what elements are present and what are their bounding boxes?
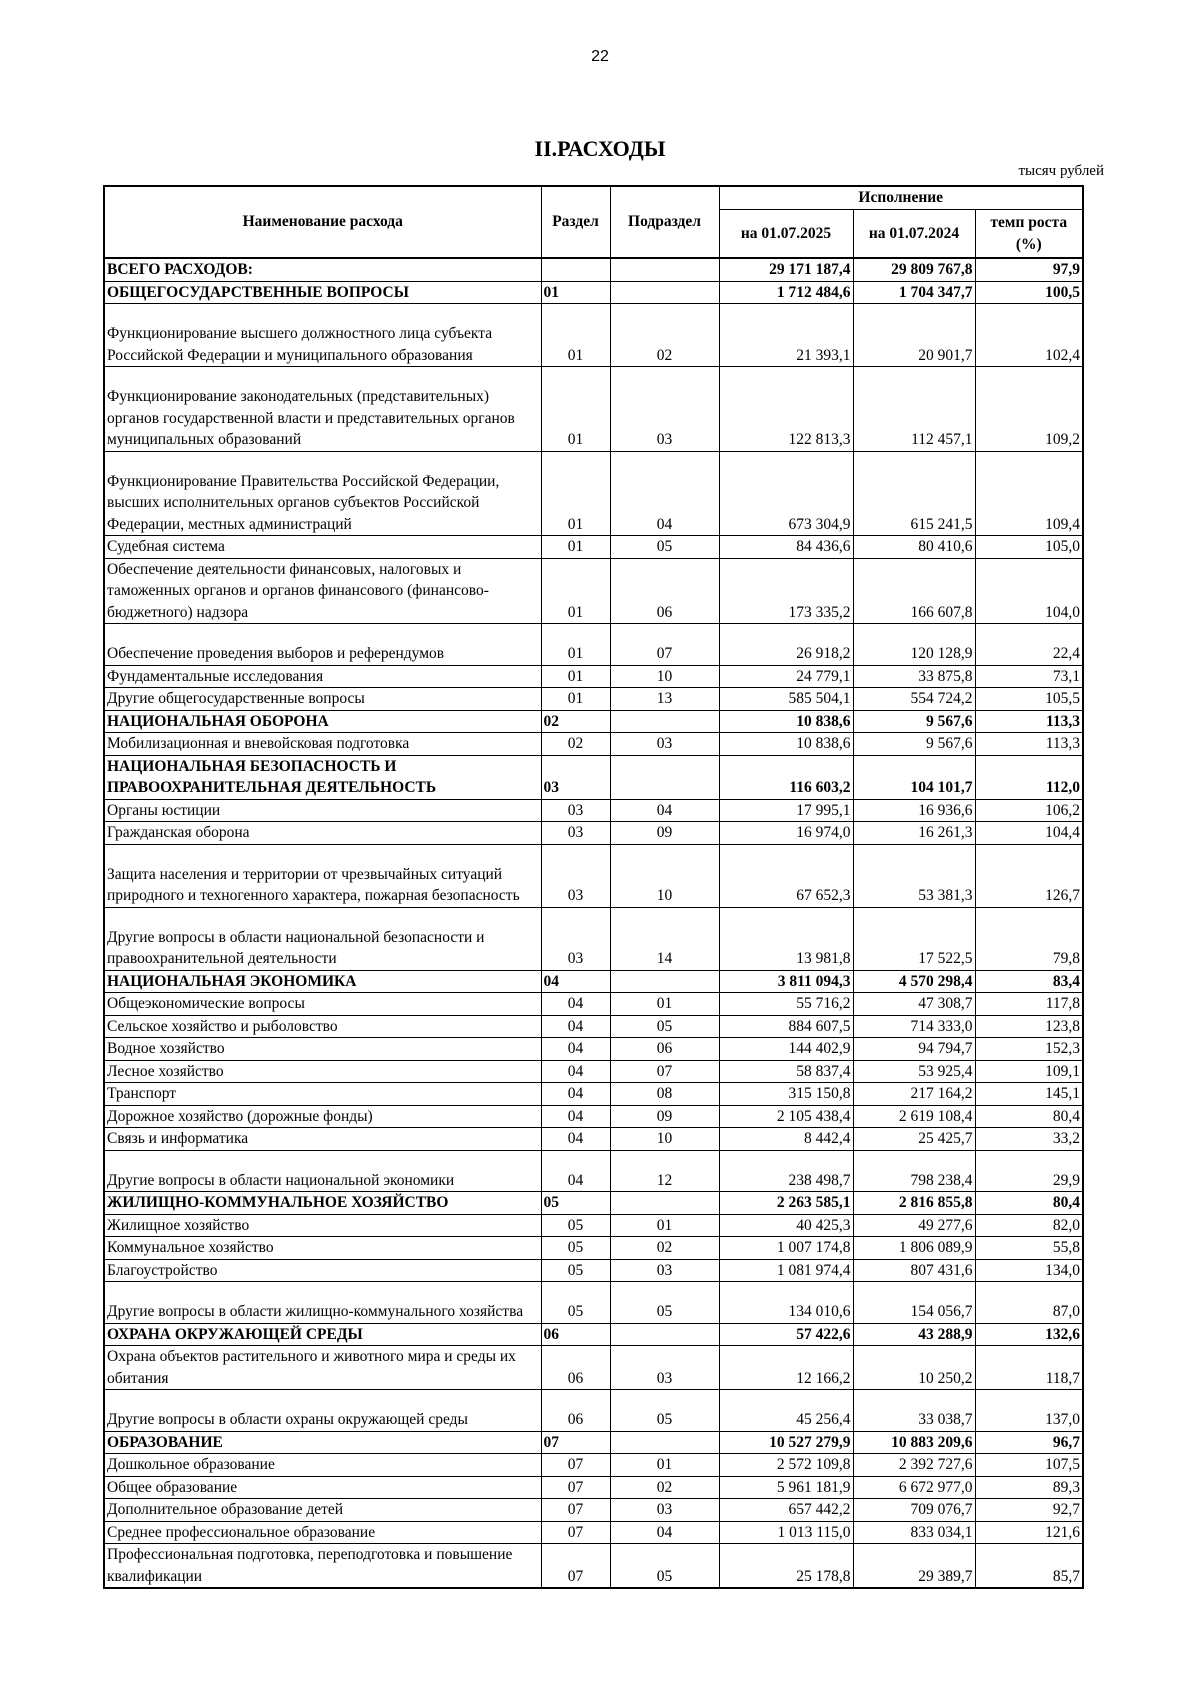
subsection-code-cell: 05	[610, 1544, 719, 1589]
value-2024-cell: 807 431,6	[853, 1259, 975, 1282]
expense-name-cell: ЖИЛИЩНО-КОММУНАЛЬНОЕ ХОЗЯЙСТВО	[104, 1192, 541, 1215]
page-title: II.РАСХОДЫ	[534, 136, 666, 161]
section-code-cell: 05	[541, 1192, 610, 1215]
subsection-code-cell: 02	[610, 304, 719, 367]
expense-name-cell: Мобилизационная и вневойсковая подготовка	[104, 733, 541, 756]
value-2024-cell: 47 308,7	[853, 993, 975, 1016]
value-2025-cell: 238 498,7	[719, 1150, 853, 1192]
value-2024-cell: 94 794,7	[853, 1038, 975, 1061]
subsection-code-cell: 05	[610, 536, 719, 559]
subsection-code-cell: 09	[610, 822, 719, 845]
growth-rate-cell: 102,4	[975, 304, 1083, 367]
subsection-code-cell: 10	[610, 844, 719, 907]
header-subsection: Подраздел	[610, 186, 719, 258]
section-code-cell: 03	[541, 755, 610, 799]
header-date-2024: на 01.07.2024	[853, 210, 975, 259]
table-row	[104, 536, 1083, 559]
growth-rate-cell: 137,0	[975, 1390, 1083, 1432]
subsection-code-cell: 05	[610, 1015, 719, 1038]
subsection-code-cell: 04	[610, 799, 719, 822]
expense-name-cell: Благоустройство	[104, 1259, 541, 1282]
subsection-code-cell	[610, 1431, 719, 1454]
value-2025-cell: 5 961 181,9	[719, 1476, 853, 1499]
value-2025-cell: 8 442,4	[719, 1128, 853, 1151]
expense-name-cell: НАЦИОНАЛЬНАЯ ОБОРОНА	[104, 710, 541, 733]
growth-rate-cell: 123,8	[975, 1015, 1083, 1038]
expense-name-cell: НАЦИОНАЛЬНАЯ БЕЗОПАСНОСТЬ И ПРАВООХРАНИТЕЛЬНАЯ ДЕЯТЕЛЬНОСТЬ	[104, 755, 541, 799]
growth-rate-cell: 145,1	[975, 1083, 1083, 1106]
units-label: тысяч рублей	[1018, 163, 1104, 179]
expense-name-cell: Судебная система	[104, 536, 541, 559]
expense-name-cell: Общее образование	[104, 1476, 541, 1499]
growth-rate-cell: 87,0	[975, 1282, 1083, 1324]
growth-rate-cell: 29,9	[975, 1150, 1083, 1192]
table-row	[104, 451, 1083, 536]
value-2025-cell: 21 393,1	[719, 304, 853, 367]
value-2025-cell: 1 007 174,8	[719, 1237, 853, 1260]
table-row	[104, 799, 1083, 822]
expense-name-cell: Органы юстиции	[104, 799, 541, 822]
growth-rate-cell: 104,0	[975, 558, 1083, 624]
growth-rate-cell: 92,7	[975, 1499, 1083, 1522]
table-row	[104, 1038, 1083, 1061]
section-row	[104, 281, 1083, 304]
expense-name-cell: Гражданская оборона	[104, 822, 541, 845]
value-2024-cell: 10 250,2	[853, 1346, 975, 1390]
expense-name-cell: ВСЕГО РАСХОДОВ:	[104, 258, 541, 281]
table-row	[104, 1476, 1083, 1499]
value-2024-cell: 9 567,6	[853, 733, 975, 756]
table-row	[104, 993, 1083, 1016]
value-2025-cell: 1 081 974,4	[719, 1259, 853, 1282]
section-code-cell: 04	[541, 1128, 610, 1151]
expense-name-cell: Сельское хозяйство и рыболовство	[104, 1015, 541, 1038]
value-2024-cell: 4 570 298,4	[853, 970, 975, 993]
expense-name-cell: Другие вопросы в области национальной безопасности и правоохранительной деятельности	[104, 907, 541, 970]
subsection-code-cell: 03	[610, 1259, 719, 1282]
page-number: 22	[591, 48, 609, 65]
subsection-code-cell: 08	[610, 1083, 719, 1106]
section-code-cell: 01	[541, 624, 610, 666]
table-row	[104, 1237, 1083, 1260]
section-code-cell: 05	[541, 1214, 610, 1237]
subsection-code-cell: 04	[610, 451, 719, 536]
subsection-code-cell	[610, 1323, 719, 1346]
value-2024-cell: 1 704 347,7	[853, 281, 975, 304]
subsection-code-cell: 07	[610, 1060, 719, 1083]
table-row	[104, 304, 1083, 367]
value-2024-cell: 53 381,3	[853, 844, 975, 907]
growth-rate-cell: 85,7	[975, 1544, 1083, 1589]
value-2025-cell: 315 150,8	[719, 1083, 853, 1106]
section-code-cell: 07	[541, 1431, 610, 1454]
value-2025-cell: 2 263 585,1	[719, 1192, 853, 1215]
value-2025-cell: 1 013 115,0	[719, 1521, 853, 1544]
section-code-cell: 04	[541, 993, 610, 1016]
header-date-2025: на 01.07.2025	[719, 210, 853, 259]
expense-name-cell: ОБЩЕГОСУДАРСТВЕННЫЕ ВОПРОСЫ	[104, 281, 541, 304]
value-2025-cell: 2 572 109,8	[719, 1454, 853, 1477]
value-2025-cell: 3 811 094,3	[719, 970, 853, 993]
table-row	[104, 1521, 1083, 1544]
value-2024-cell: 798 238,4	[853, 1150, 975, 1192]
value-2024-cell: 80 410,6	[853, 536, 975, 559]
growth-rate-cell: 73,1	[975, 665, 1083, 688]
subsection-code-cell: 10	[610, 665, 719, 688]
section-code-cell: 06	[541, 1346, 610, 1390]
value-2024-cell: 49 277,6	[853, 1214, 975, 1237]
table-row	[104, 1214, 1083, 1237]
value-2025-cell: 10 838,6	[719, 733, 853, 756]
value-2025-cell: 67 652,3	[719, 844, 853, 907]
table-row	[104, 733, 1083, 756]
section-code-cell: 04	[541, 1015, 610, 1038]
expense-name-cell: Охрана объектов растительного и животного мира и среды их обитания	[104, 1346, 541, 1390]
section-code-cell: 07	[541, 1521, 610, 1544]
value-2024-cell: 33 038,7	[853, 1390, 975, 1432]
table-row	[104, 1060, 1083, 1083]
growth-rate-cell: 100,5	[975, 281, 1083, 304]
subsection-code-cell: 03	[610, 733, 719, 756]
section-code-cell: 05	[541, 1282, 610, 1324]
growth-rate-cell: 117,8	[975, 993, 1083, 1016]
table-row	[104, 1083, 1083, 1106]
subsection-code-cell: 09	[610, 1105, 719, 1128]
value-2025-cell: 25 178,8	[719, 1544, 853, 1589]
growth-rate-cell: 80,4	[975, 1105, 1083, 1128]
value-2025-cell: 17 995,1	[719, 799, 853, 822]
value-2024-cell: 10 883 209,6	[853, 1431, 975, 1454]
value-2024-cell: 33 875,8	[853, 665, 975, 688]
value-2025-cell: 657 442,2	[719, 1499, 853, 1522]
table-row	[104, 624, 1083, 666]
value-2024-cell: 166 607,8	[853, 558, 975, 624]
expense-name-cell: ОХРАНА ОКРУЖАЮЩЕЙ СРЕДЫ	[104, 1323, 541, 1346]
subsection-code-cell: 01	[610, 1214, 719, 1237]
value-2025-cell: 10 838,6	[719, 710, 853, 733]
growth-rate-cell: 55,8	[975, 1237, 1083, 1260]
section-code-cell: 04	[541, 1038, 610, 1061]
total-row	[104, 258, 1083, 281]
value-2024-cell: 6 672 977,0	[853, 1476, 975, 1499]
value-2025-cell: 24 779,1	[719, 665, 853, 688]
expense-name-cell: Функционирование высшего должностного лица субъекта Российской Федерации и муниципального образования	[104, 304, 541, 367]
value-2025-cell: 884 607,5	[719, 1015, 853, 1038]
expense-name-cell: Коммунальное хозяйство	[104, 1237, 541, 1260]
expenses-table	[103, 185, 1084, 1589]
value-2025-cell: 13 981,8	[719, 907, 853, 970]
growth-rate-cell: 126,7	[975, 844, 1083, 907]
subsection-code-cell: 05	[610, 1282, 719, 1324]
expense-name-cell: Транспорт	[104, 1083, 541, 1106]
growth-rate-cell: 79,8	[975, 907, 1083, 970]
subsection-code-cell: 05	[610, 1390, 719, 1432]
subsection-code-cell: 02	[610, 1237, 719, 1260]
table-row	[104, 1128, 1083, 1151]
value-2025-cell: 134 010,6	[719, 1282, 853, 1324]
subsection-code-cell: 03	[610, 1346, 719, 1390]
section-code-cell: 07	[541, 1476, 610, 1499]
value-2024-cell: 615 241,5	[853, 451, 975, 536]
expense-name-cell: Другие вопросы в области жилищно-коммунального хозяйства	[104, 1282, 541, 1324]
value-2025-cell: 26 918,2	[719, 624, 853, 666]
expense-name-cell: Жилищное хозяйство	[104, 1214, 541, 1237]
growth-rate-cell: 121,6	[975, 1521, 1083, 1544]
value-2024-cell: 9 567,6	[853, 710, 975, 733]
section-code-cell: 01	[541, 536, 610, 559]
value-2024-cell: 554 724,2	[853, 688, 975, 711]
section-row	[104, 1431, 1083, 1454]
value-2025-cell: 57 422,6	[719, 1323, 853, 1346]
table-row	[104, 665, 1083, 688]
value-2025-cell: 84 436,6	[719, 536, 853, 559]
value-2025-cell: 144 402,9	[719, 1038, 853, 1061]
value-2024-cell: 16 936,6	[853, 799, 975, 822]
growth-rate-cell: 109,1	[975, 1060, 1083, 1083]
section-code-cell: 03	[541, 799, 610, 822]
section-code-cell: 04	[541, 1150, 610, 1192]
value-2024-cell: 16 261,3	[853, 822, 975, 845]
growth-rate-cell: 118,7	[975, 1346, 1083, 1390]
growth-rate-cell: 113,3	[975, 733, 1083, 756]
table-row	[104, 1282, 1083, 1324]
value-2024-cell: 833 034,1	[853, 1521, 975, 1544]
value-2024-cell: 25 425,7	[853, 1128, 975, 1151]
value-2024-cell: 29 809 767,8	[853, 258, 975, 281]
section-code-cell: 07	[541, 1454, 610, 1477]
subsection-code-cell: 03	[610, 367, 719, 452]
growth-rate-cell: 109,2	[975, 367, 1083, 452]
subsection-code-cell	[610, 755, 719, 799]
subsection-code-cell	[610, 710, 719, 733]
header-section: Раздел	[541, 186, 610, 258]
subsection-code-cell: 02	[610, 1476, 719, 1499]
subsection-code-cell: 01	[610, 993, 719, 1016]
table-row	[104, 1105, 1083, 1128]
growth-rate-cell: 89,3	[975, 1476, 1083, 1499]
expense-name-cell: Функционирование Правительства Российской Федерации, высших исполнительных органов субъектов Российской Федерации, местных администраций	[104, 451, 541, 536]
table-body	[104, 258, 1083, 1588]
section-code-cell: 04	[541, 1105, 610, 1128]
value-2025-cell: 58 837,4	[719, 1060, 853, 1083]
value-2025-cell: 1 712 484,6	[719, 281, 853, 304]
header-execution: Исполнение	[719, 186, 1083, 210]
value-2024-cell: 154 056,7	[853, 1282, 975, 1324]
expense-name-cell: Дошкольное образование	[104, 1454, 541, 1477]
expense-name-cell: Другие общегосударственные вопросы	[104, 688, 541, 711]
value-2025-cell: 585 504,1	[719, 688, 853, 711]
expense-name-cell: Среднее профессиональное образование	[104, 1521, 541, 1544]
expense-name-cell: Дорожное хозяйство (дорожные фонды)	[104, 1105, 541, 1128]
subsection-code-cell	[610, 970, 719, 993]
value-2024-cell: 217 164,2	[853, 1083, 975, 1106]
section-code-cell: 04	[541, 1083, 610, 1106]
section-code-cell: 03	[541, 822, 610, 845]
section-code-cell: 01	[541, 281, 610, 304]
section-code-cell: 01	[541, 665, 610, 688]
subsection-code-cell: 01	[610, 1454, 719, 1477]
section-code-cell: 02	[541, 710, 610, 733]
section-code-cell: 04	[541, 1060, 610, 1083]
value-2025-cell: 45 256,4	[719, 1390, 853, 1432]
subsection-code-cell: 13	[610, 688, 719, 711]
section-code-cell: 01	[541, 451, 610, 536]
growth-rate-cell: 106,2	[975, 799, 1083, 822]
subsection-code-cell: 04	[610, 1521, 719, 1544]
value-2024-cell: 29 389,7	[853, 1544, 975, 1589]
value-2024-cell: 112 457,1	[853, 367, 975, 452]
subsection-code-cell	[610, 1192, 719, 1215]
growth-rate-cell: 105,5	[975, 688, 1083, 711]
value-2024-cell: 20 901,7	[853, 304, 975, 367]
section-code-cell: 04	[541, 970, 610, 993]
expense-name-cell: Общеэкономические вопросы	[104, 993, 541, 1016]
expense-name-cell: ОБРАЗОВАНИЕ	[104, 1431, 541, 1454]
growth-rate-cell: 105,0	[975, 536, 1083, 559]
subsection-code-cell: 03	[610, 1499, 719, 1522]
expense-name-cell: Профессиональная подготовка, переподготовка и повышение квалификации	[104, 1544, 541, 1589]
value-2024-cell: 120 128,9	[853, 624, 975, 666]
section-row	[104, 970, 1083, 993]
section-code-cell: 07	[541, 1499, 610, 1522]
growth-rate-cell: 107,5	[975, 1454, 1083, 1477]
section-row	[104, 1323, 1083, 1346]
expense-name-cell: Функционирование законодательных (представительных) органов государственной власти и представительных органов муниципальных образований	[104, 367, 541, 452]
table-row	[104, 1544, 1083, 1589]
growth-rate-cell: 132,6	[975, 1323, 1083, 1346]
expense-name-cell: Другие вопросы в области охраны окружающей среды	[104, 1390, 541, 1432]
section-code-cell: 03	[541, 907, 610, 970]
section-code-cell: 03	[541, 844, 610, 907]
expense-name-cell: Фундаментальные исследования	[104, 665, 541, 688]
table-row	[104, 907, 1083, 970]
expense-name-cell: Дополнительное образование детей	[104, 1499, 541, 1522]
table-row	[104, 1454, 1083, 1477]
table-row	[104, 367, 1083, 452]
expense-name-cell: Защита населения и территории от чрезвычайных ситуаций природного и техногенного характера, пожарная безопасность	[104, 844, 541, 907]
expense-name-cell: Связь и информатика	[104, 1128, 541, 1151]
value-2025-cell: 40 425,3	[719, 1214, 853, 1237]
section-code-cell: 02	[541, 733, 610, 756]
subsection-code-cell	[610, 281, 719, 304]
value-2025-cell: 116 603,2	[719, 755, 853, 799]
table-row	[104, 688, 1083, 711]
growth-rate-cell: 112,0	[975, 755, 1083, 799]
value-2025-cell: 173 335,2	[719, 558, 853, 624]
subsection-code-cell: 06	[610, 558, 719, 624]
section-code-cell: 06	[541, 1323, 610, 1346]
section-code-cell	[541, 258, 610, 281]
value-2025-cell: 55 716,2	[719, 993, 853, 1016]
value-2024-cell: 17 522,5	[853, 907, 975, 970]
expense-name-cell: Лесное хозяйство	[104, 1060, 541, 1083]
table-row	[104, 1015, 1083, 1038]
table-row	[104, 1499, 1083, 1522]
subsection-code-cell: 10	[610, 1128, 719, 1151]
section-code-cell: 07	[541, 1544, 610, 1589]
section-code-cell: 05	[541, 1259, 610, 1282]
expense-name-cell: Другие вопросы в области национальной экономики	[104, 1150, 541, 1192]
table-row	[104, 1259, 1083, 1282]
table-row	[104, 1150, 1083, 1192]
table-row	[104, 1346, 1083, 1390]
expense-name-cell: НАЦИОНАЛЬНАЯ ЭКОНОМИКА	[104, 970, 541, 993]
subsection-code-cell: 12	[610, 1150, 719, 1192]
value-2024-cell: 2 816 855,8	[853, 1192, 975, 1215]
table-row	[104, 1390, 1083, 1432]
subsection-code-cell: 07	[610, 624, 719, 666]
value-2025-cell: 122 813,3	[719, 367, 853, 452]
section-code-cell: 01	[541, 367, 610, 452]
subsection-code-cell: 14	[610, 907, 719, 970]
growth-rate-cell: 96,7	[975, 1431, 1083, 1454]
expense-name-cell: Обеспечение деятельности финансовых, налоговых и таможенных органов и органов финансового (финансово-бюджетного) надзора	[104, 558, 541, 624]
growth-rate-cell: 97,9	[975, 258, 1083, 281]
expense-name-cell: Водное хозяйство	[104, 1038, 541, 1061]
header-name: Наименование расхода	[104, 186, 541, 258]
growth-rate-cell: 82,0	[975, 1214, 1083, 1237]
growth-rate-cell: 152,3	[975, 1038, 1083, 1061]
value-2025-cell: 673 304,9	[719, 451, 853, 536]
section-code-cell: 01	[541, 558, 610, 624]
value-2024-cell: 1 806 089,9	[853, 1237, 975, 1260]
section-row	[104, 710, 1083, 733]
section-code-cell: 06	[541, 1390, 610, 1432]
section-code-cell: 01	[541, 688, 610, 711]
subsection-code-cell	[610, 258, 719, 281]
growth-rate-cell: 104,4	[975, 822, 1083, 845]
value-2025-cell: 10 527 279,9	[719, 1431, 853, 1454]
subsection-code-cell: 06	[610, 1038, 719, 1061]
growth-rate-cell: 33,2	[975, 1128, 1083, 1151]
growth-rate-cell: 109,4	[975, 451, 1083, 536]
value-2025-cell: 12 166,2	[719, 1346, 853, 1390]
value-2025-cell: 2 105 438,4	[719, 1105, 853, 1128]
value-2024-cell: 53 925,4	[853, 1060, 975, 1083]
section-row	[104, 1192, 1083, 1215]
value-2024-cell: 714 333,0	[853, 1015, 975, 1038]
growth-rate-cell: 134,0	[975, 1259, 1083, 1282]
section-code-cell: 05	[541, 1237, 610, 1260]
table-row	[104, 558, 1083, 624]
expense-name-cell: Обеспечение проведения выборов и референдумов	[104, 624, 541, 666]
growth-rate-cell: 83,4	[975, 970, 1083, 993]
value-2024-cell: 2 392 727,6	[853, 1454, 975, 1477]
value-2024-cell: 104 101,7	[853, 755, 975, 799]
header-growth: темп роста (%)	[975, 210, 1083, 259]
growth-rate-cell: 22,4	[975, 624, 1083, 666]
value-2025-cell: 29 171 187,4	[719, 258, 853, 281]
table-row	[104, 844, 1083, 907]
growth-rate-cell: 80,4	[975, 1192, 1083, 1215]
value-2024-cell: 43 288,9	[853, 1323, 975, 1346]
table-row	[104, 822, 1083, 845]
growth-rate-cell: 113,3	[975, 710, 1083, 733]
value-2025-cell: 16 974,0	[719, 822, 853, 845]
section-row	[104, 755, 1083, 799]
value-2024-cell: 709 076,7	[853, 1499, 975, 1522]
section-code-cell: 01	[541, 304, 610, 367]
value-2024-cell: 2 619 108,4	[853, 1105, 975, 1128]
